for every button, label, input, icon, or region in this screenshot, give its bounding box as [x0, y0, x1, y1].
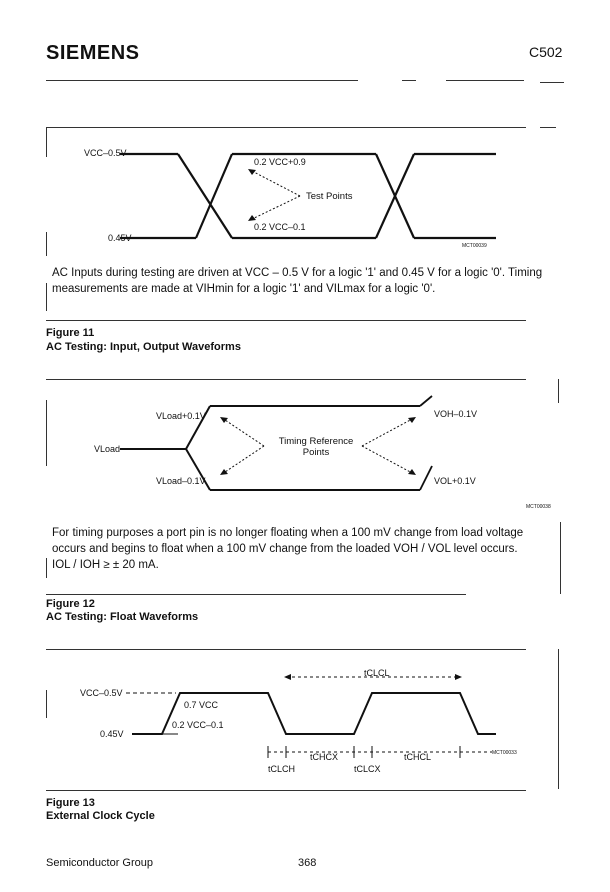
figure11-number: Figure 11 — [46, 327, 95, 339]
figure13-low-threshold-label: 0.2 VCC–0.1 — [172, 720, 224, 730]
brand-logo: SIEMENS — [46, 42, 140, 64]
figure11-code: MCT00039 — [462, 243, 487, 249]
figure12-reference-line1: Timing Reference — [278, 436, 354, 447]
figure12-vol-label: VOL+0.1V — [434, 476, 476, 486]
figure12-vload-plus-label: VLoad+0.1V — [156, 411, 206, 421]
figure12-vload-minus-label: VLoad–0.1V — [156, 476, 206, 486]
figure11-test-high-label: 0.2 VCC+0.9 — [254, 157, 306, 167]
figure11-title: AC Testing: Input, Output Waveforms — [46, 341, 241, 353]
figure13-vcc-label: VCC–0.5V — [80, 688, 123, 698]
figure13-tclcx-label: tCLCX — [354, 764, 381, 774]
figure12-note-line1: For timing purposes a port pin is no longer floating when a 100 mV change from load voltage — [52, 527, 524, 539]
figure11-note-line1: AC Inputs during testing are driven at VCC – 0.5 V for a logic '1' and 0.45 V for a logic '0'. Timing — [52, 267, 543, 279]
figure12-note-line2: occurs and begins to float when a 100 mV change from the loaded VOH / VOL level occurs. — [52, 543, 518, 555]
figure12-note-line3: IOL / IOH ≥ ± 20 mA. — [52, 559, 159, 571]
figure12-vload-label: VLoad — [94, 444, 121, 454]
document-id: C502 — [529, 44, 563, 60]
figure13-number: Figure 13 — [46, 797, 95, 809]
figure11-vcc-label: VCC–0.5V — [84, 148, 127, 158]
figure13-high-threshold-label: 0.7 VCC — [184, 700, 219, 710]
figure12-code: MCT00038 — [526, 504, 551, 510]
figure12-voh-label: VOH–0.1V — [434, 409, 478, 419]
figure11-test-low-label: 0.2 VCC–0.1 — [254, 222, 306, 232]
figure13-frame-bottom — [46, 790, 526, 791]
figure12-reference-line2: Points — [302, 447, 330, 458]
figure13-low-label: 0.45V — [100, 729, 124, 739]
figure13-tclch-label: tCLCH — [268, 764, 296, 774]
figure11-low-label: 0.45V — [108, 233, 132, 243]
figure13-tclcl-label: tCLCL — [364, 668, 390, 678]
figure11-note-line2: measurements are made at VIHmin for a logic '1' and VILmax for a logic '0'. — [52, 283, 436, 295]
figure12-number: Figure 12 — [46, 598, 95, 610]
figure13-title: External Clock Cycle — [46, 810, 155, 822]
figure11-test-points-label: Test Points — [306, 191, 353, 202]
figure12-title: AC Testing: Float Waveforms — [46, 611, 199, 623]
footer-page-number: 368 — [298, 857, 317, 869]
figure13-code: MCT00033 — [492, 750, 517, 756]
footer-company: Semiconductor Group — [46, 857, 153, 869]
figure13-tchcl-label: tCHCL — [404, 752, 432, 762]
figure13-tchcx-label: tCHCX — [310, 752, 339, 762]
